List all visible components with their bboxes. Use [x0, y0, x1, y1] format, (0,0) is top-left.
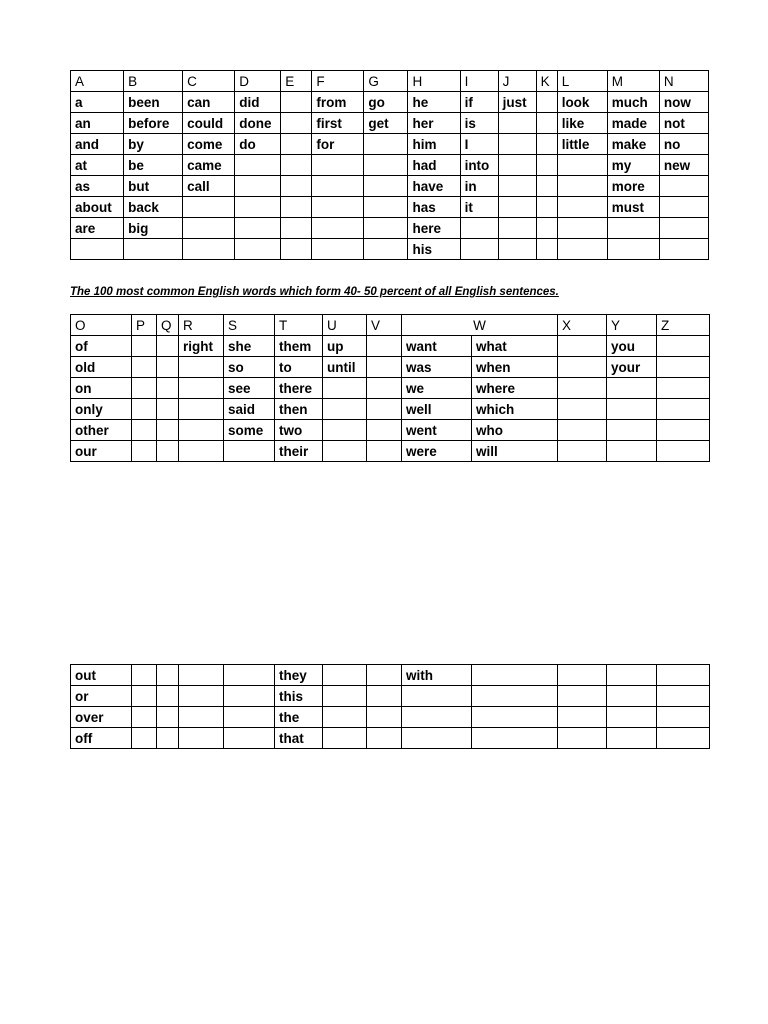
word-cell	[312, 155, 364, 176]
word-cell: we	[402, 378, 472, 399]
word-cell	[323, 728, 367, 749]
word-cell	[558, 728, 607, 749]
word-cell	[659, 176, 708, 197]
word-cell	[558, 378, 607, 399]
word-cell	[536, 155, 557, 176]
word-cell	[498, 197, 536, 218]
word-cell	[235, 218, 281, 239]
table-row	[71, 92, 709, 113]
table-row	[71, 378, 710, 399]
table-caption: The 100 most common English words which form 40- 50 percent of all English sentences.	[70, 286, 559, 298]
word-cell	[281, 197, 312, 218]
word-cell	[657, 707, 710, 728]
word-cell	[323, 399, 367, 420]
word-cell: must	[607, 197, 659, 218]
word-cell: by	[124, 134, 183, 155]
word-cell	[281, 176, 312, 197]
word-cell	[281, 92, 312, 113]
word-cell	[498, 134, 536, 155]
words-table-continued	[70, 664, 710, 749]
letter-header: U	[323, 315, 367, 336]
word-cell	[183, 197, 235, 218]
word-cell	[367, 686, 402, 707]
word-cell	[157, 686, 179, 707]
word-cell	[367, 728, 402, 749]
word-cell: then	[275, 399, 323, 420]
word-cell	[498, 113, 536, 134]
table-row	[71, 686, 710, 707]
letter-header: D	[235, 71, 281, 92]
word-cell	[498, 218, 536, 239]
letter-header: F	[312, 71, 364, 92]
word-cell: on	[71, 378, 132, 399]
word-cell	[402, 728, 472, 749]
word-cell: first	[312, 113, 364, 134]
words-table-a-n	[70, 70, 709, 260]
word-cell: two	[275, 420, 323, 441]
letter-header: H	[408, 71, 460, 92]
word-cell	[536, 176, 557, 197]
table-row	[71, 728, 710, 749]
word-cell	[364, 197, 408, 218]
word-cell	[367, 665, 402, 686]
word-cell	[367, 441, 402, 462]
word-cell: get	[364, 113, 408, 134]
word-cell	[498, 176, 536, 197]
letter-header: L	[557, 71, 607, 92]
word-cell	[281, 113, 312, 134]
word-cell: to	[275, 357, 323, 378]
word-cell: call	[183, 176, 235, 197]
word-cell	[558, 420, 607, 441]
word-cell: done	[235, 113, 281, 134]
letter-header: M	[607, 71, 659, 92]
letter-header: G	[364, 71, 408, 92]
word-cell	[498, 239, 536, 260]
table-row	[71, 176, 709, 197]
word-cell	[607, 686, 657, 707]
word-cell: this	[275, 686, 323, 707]
word-cell: old	[71, 357, 132, 378]
table-row	[71, 134, 709, 155]
table-row	[71, 665, 710, 686]
word-cell	[367, 420, 402, 441]
word-cell: have	[408, 176, 460, 197]
letter-header: R	[179, 315, 224, 336]
letter-header: Z	[657, 315, 710, 336]
letter-header: C	[183, 71, 235, 92]
word-cell	[364, 239, 408, 260]
word-cell	[607, 399, 657, 420]
word-cell: they	[275, 665, 323, 686]
word-cell	[657, 399, 710, 420]
word-cell	[657, 378, 710, 399]
word-cell	[224, 686, 275, 707]
table-row	[71, 420, 710, 441]
letter-header: V	[367, 315, 402, 336]
word-cell: in	[460, 176, 498, 197]
word-cell: only	[71, 399, 132, 420]
word-cell	[224, 707, 275, 728]
word-cell: he	[408, 92, 460, 113]
word-cell: off	[71, 728, 132, 749]
word-cell	[364, 176, 408, 197]
word-cell	[323, 420, 367, 441]
word-cell	[557, 197, 607, 218]
table-row	[71, 399, 710, 420]
word-cell	[607, 218, 659, 239]
word-cell: there	[275, 378, 323, 399]
letter-header: X	[558, 315, 607, 336]
word-cell: him	[408, 134, 460, 155]
word-cell: look	[557, 92, 607, 113]
word-cell	[557, 176, 607, 197]
table-row	[71, 239, 709, 260]
word-cell: see	[224, 378, 275, 399]
word-cell: little	[557, 134, 607, 155]
letter-header: A	[71, 71, 124, 92]
word-cell	[557, 155, 607, 176]
letter-header: S	[224, 315, 275, 336]
word-cell: our	[71, 441, 132, 462]
word-cell	[157, 728, 179, 749]
word-cell	[179, 707, 224, 728]
word-cell	[657, 665, 710, 686]
word-cell: over	[71, 707, 132, 728]
word-cell: been	[124, 92, 183, 113]
word-cell	[157, 665, 179, 686]
word-cell: who	[472, 420, 558, 441]
word-cell	[183, 239, 235, 260]
word-cell	[157, 707, 179, 728]
word-cell	[281, 134, 312, 155]
word-cell	[472, 728, 558, 749]
word-cell: right	[179, 336, 224, 357]
header-row	[71, 71, 709, 92]
word-cell	[157, 399, 179, 420]
word-cell	[536, 197, 557, 218]
word-cell	[557, 239, 607, 260]
word-cell	[460, 218, 498, 239]
word-cell: not	[659, 113, 708, 134]
word-cell: made	[607, 113, 659, 134]
word-cell	[498, 155, 536, 176]
word-cell	[607, 728, 657, 749]
word-cell: into	[460, 155, 498, 176]
word-cell: a	[71, 92, 124, 113]
word-cell	[132, 665, 157, 686]
word-cell	[659, 197, 708, 218]
word-cell	[607, 420, 657, 441]
word-cell	[367, 378, 402, 399]
words-table-o-z	[70, 314, 710, 462]
word-cell	[323, 441, 367, 462]
word-cell	[472, 665, 558, 686]
word-cell	[312, 218, 364, 239]
word-cell: your	[607, 357, 657, 378]
word-cell: or	[71, 686, 132, 707]
word-cell	[558, 357, 607, 378]
word-cell: out	[71, 665, 132, 686]
word-cell: and	[71, 134, 124, 155]
word-cell: but	[124, 176, 183, 197]
word-cell	[132, 336, 157, 357]
word-cell	[659, 218, 708, 239]
word-cell	[367, 707, 402, 728]
word-cell: before	[124, 113, 183, 134]
word-cell: his	[408, 239, 460, 260]
table-row	[71, 357, 710, 378]
word-cell	[179, 665, 224, 686]
word-cell: as	[71, 176, 124, 197]
word-cell	[224, 441, 275, 462]
letter-header: Y	[607, 315, 657, 336]
word-cell: at	[71, 155, 124, 176]
table-row	[71, 113, 709, 134]
word-cell: were	[402, 441, 472, 462]
word-cell	[367, 336, 402, 357]
word-cell	[157, 357, 179, 378]
word-cell	[657, 441, 710, 462]
word-cell: want	[402, 336, 472, 357]
word-cell: about	[71, 197, 124, 218]
word-cell: my	[607, 155, 659, 176]
word-cell	[235, 155, 281, 176]
word-cell	[312, 239, 364, 260]
table-row	[71, 441, 710, 462]
word-cell: the	[275, 707, 323, 728]
word-cell	[235, 176, 281, 197]
letter-header: P	[132, 315, 157, 336]
word-cell: an	[71, 113, 124, 134]
word-cell	[157, 420, 179, 441]
word-cell	[659, 239, 708, 260]
word-cell: are	[71, 218, 124, 239]
word-cell: for	[312, 134, 364, 155]
word-cell: until	[323, 357, 367, 378]
word-cell: no	[659, 134, 708, 155]
word-cell: go	[364, 92, 408, 113]
word-cell	[132, 441, 157, 462]
word-cell	[132, 728, 157, 749]
letter-header: B	[124, 71, 183, 92]
word-cell: now	[659, 92, 708, 113]
word-cell	[536, 218, 557, 239]
word-cell	[323, 665, 367, 686]
word-cell	[607, 665, 657, 686]
word-cell: with	[402, 665, 472, 686]
word-cell	[402, 686, 472, 707]
word-cell	[364, 218, 408, 239]
word-cell	[657, 728, 710, 749]
word-cell	[558, 441, 607, 462]
word-cell	[132, 707, 157, 728]
word-cell: from	[312, 92, 364, 113]
word-cell: when	[472, 357, 558, 378]
word-cell	[364, 155, 408, 176]
word-cell	[367, 399, 402, 420]
word-cell: new	[659, 155, 708, 176]
word-cell	[124, 239, 183, 260]
word-cell: can	[183, 92, 235, 113]
letter-header: Q	[157, 315, 179, 336]
word-cell: well	[402, 399, 472, 420]
word-cell: has	[408, 197, 460, 218]
word-cell	[132, 357, 157, 378]
word-cell	[402, 707, 472, 728]
word-cell	[323, 378, 367, 399]
word-cell	[607, 441, 657, 462]
word-cell: said	[224, 399, 275, 420]
word-cell: be	[124, 155, 183, 176]
word-cell	[536, 134, 557, 155]
word-cell: came	[183, 155, 235, 176]
word-cell: of	[71, 336, 132, 357]
table-row	[71, 155, 709, 176]
word-cell: here	[408, 218, 460, 239]
word-cell	[183, 218, 235, 239]
header-row	[71, 315, 710, 336]
word-cell: you	[607, 336, 657, 357]
letter-header: W	[402, 315, 558, 336]
word-cell	[558, 707, 607, 728]
letter-header: K	[536, 71, 557, 92]
word-cell	[364, 134, 408, 155]
word-cell	[235, 239, 281, 260]
word-cell	[281, 218, 312, 239]
word-cell: do	[235, 134, 281, 155]
word-cell: other	[71, 420, 132, 441]
word-cell	[657, 357, 710, 378]
word-cell	[312, 176, 364, 197]
word-cell	[536, 239, 557, 260]
letter-header: E	[281, 71, 312, 92]
letter-header: I	[460, 71, 498, 92]
word-cell	[472, 686, 558, 707]
word-cell	[323, 686, 367, 707]
word-cell	[235, 197, 281, 218]
word-cell: it	[460, 197, 498, 218]
letter-header: N	[659, 71, 708, 92]
word-cell: I	[460, 134, 498, 155]
word-cell: did	[235, 92, 281, 113]
word-cell	[224, 665, 275, 686]
letter-header: J	[498, 71, 536, 92]
word-cell	[281, 239, 312, 260]
word-cell	[157, 441, 179, 462]
word-cell: will	[472, 441, 558, 462]
word-cell: make	[607, 134, 659, 155]
word-cell	[460, 239, 498, 260]
word-cell: if	[460, 92, 498, 113]
word-cell: more	[607, 176, 659, 197]
word-cell: which	[472, 399, 558, 420]
word-cell	[367, 357, 402, 378]
word-cell	[536, 113, 557, 134]
word-cell: where	[472, 378, 558, 399]
word-cell	[536, 92, 557, 113]
word-cell	[132, 399, 157, 420]
table-row	[71, 197, 709, 218]
word-cell	[323, 707, 367, 728]
word-cell	[281, 155, 312, 176]
word-cell	[657, 336, 710, 357]
word-cell	[132, 686, 157, 707]
word-cell: that	[275, 728, 323, 749]
word-cell	[179, 728, 224, 749]
word-cell	[607, 707, 657, 728]
word-cell: just	[498, 92, 536, 113]
word-cell: their	[275, 441, 323, 462]
table-row	[71, 218, 709, 239]
word-cell	[224, 728, 275, 749]
word-cell	[558, 665, 607, 686]
word-cell: come	[183, 134, 235, 155]
word-cell	[312, 197, 364, 218]
word-cell	[558, 399, 607, 420]
word-cell	[472, 707, 558, 728]
word-cell: what	[472, 336, 558, 357]
word-cell	[71, 239, 124, 260]
word-cell: went	[402, 420, 472, 441]
word-cell	[179, 420, 224, 441]
word-cell: big	[124, 218, 183, 239]
word-cell	[607, 378, 657, 399]
word-cell	[157, 336, 179, 357]
table-row	[71, 336, 710, 357]
word-cell	[607, 239, 659, 260]
word-cell: much	[607, 92, 659, 113]
word-cell: had	[408, 155, 460, 176]
word-cell	[132, 378, 157, 399]
word-cell	[657, 686, 710, 707]
word-cell	[179, 399, 224, 420]
word-cell	[558, 336, 607, 357]
word-cell	[558, 686, 607, 707]
word-cell: up	[323, 336, 367, 357]
letter-header: O	[71, 315, 132, 336]
word-cell	[179, 378, 224, 399]
word-cell: is	[460, 113, 498, 134]
word-cell	[179, 441, 224, 462]
word-cell: like	[557, 113, 607, 134]
word-cell: could	[183, 113, 235, 134]
table-row	[71, 707, 710, 728]
word-cell: was	[402, 357, 472, 378]
word-cell	[179, 357, 224, 378]
letter-header: T	[275, 315, 323, 336]
word-cell	[657, 420, 710, 441]
word-cell: some	[224, 420, 275, 441]
word-cell	[179, 686, 224, 707]
word-cell: she	[224, 336, 275, 357]
word-cell: her	[408, 113, 460, 134]
word-cell	[132, 420, 157, 441]
word-cell	[557, 218, 607, 239]
word-cell: so	[224, 357, 275, 378]
word-cell	[157, 378, 179, 399]
word-cell: them	[275, 336, 323, 357]
word-cell: back	[124, 197, 183, 218]
